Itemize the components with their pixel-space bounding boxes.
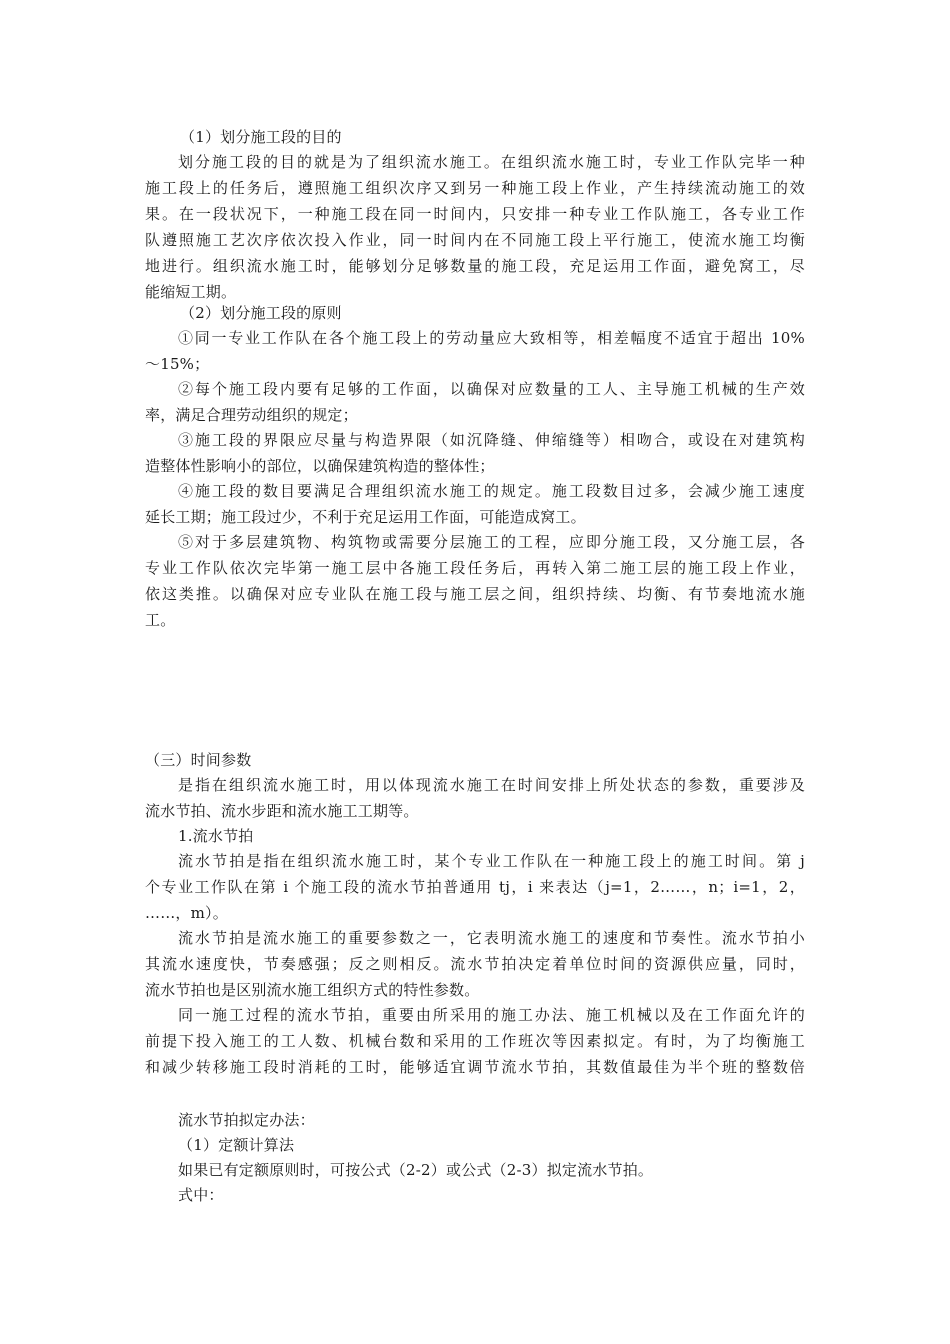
principle-item-4-cont: 延长工期；施工段过少，不利于充足运用工作面，可能造成窝工。 — [145, 508, 586, 526]
principle-item-3: ③施工段的界限应尽量与构造界限（如沉降缝、伸缩缝等）相吻合，或设在对建筑构 — [178, 431, 805, 449]
principle-item-1: ①同一专业工作队在各个施工段上的劳动量应大致相等，相差幅度不适宜于超出 10% — [178, 329, 805, 347]
paragraph-line: 施工段上的任务后，遵照施工组织次序又到另一种施工段上作业，产生持续流动施工的效 — [145, 179, 805, 197]
section-heading-purpose: （1）划分施工段的目的 — [180, 128, 342, 146]
paragraph-line: 队遵照施工艺次序依次投入作业，同一时间内在不同施工段上平行施工，使流水施工均衡 — [145, 231, 805, 249]
method-quota-heading: （1）定额计算法 — [178, 1136, 295, 1154]
section-heading-time-params: （三）时间参数 — [145, 751, 252, 769]
where-label: 式中： — [178, 1186, 224, 1204]
paragraph-line: 能缩短工期。 — [145, 283, 237, 301]
section-heading-principles: （2）划分施工段的原则 — [180, 304, 342, 322]
principle-item-1-cont: ～15%； — [145, 355, 210, 373]
principle-item-4: ④施工段的数目要满足合理组织流水施工的规定。施工段数目过多，会减少施工速度 — [178, 482, 805, 500]
paragraph-line: 流水节拍是流水施工的重要参数之一，它表明流水施工的速度和节奏性。流水节拍小 — [178, 929, 805, 947]
method-heading: 流水节拍拟定办法： — [178, 1111, 315, 1129]
paragraph-line: 是指在组织流水施工时，用以体现流水施工在时间安排上所处状态的参数，重要涉及 — [178, 776, 805, 794]
paragraph-line: 果。在一段状况下，一种施工段在同一时间内，只安排一种专业工作队施工，各专业工作 — [145, 205, 805, 223]
principle-item-5-cont: 依这类推。以确保对应专业队在施工段与施工层之间，组织持续、均衡、有节奏地流水施 — [145, 585, 805, 603]
paragraph-line: 同一施工过程的流水节拍，重要由所采用的施工办法、施工机械以及在工作面允许的 — [178, 1006, 805, 1024]
principle-item-3-cont: 造整体性影响小的部位，以确保建筑构造的整体性； — [145, 457, 495, 475]
principle-item-5: ⑤对于多层建筑物、构筑物或需要分层施工的工程，应即分施工段，又分施工层，各 — [178, 533, 805, 551]
principle-item-2-cont: 率，满足合理劳动组织的规定； — [145, 406, 358, 424]
paragraph-line: 前提下投入施工的工人数、机械台数和采用的工作班次等因素拟定。有时，为了均衡施工 — [145, 1032, 805, 1050]
subsection-heading-beat: 1.流水节拍 — [178, 827, 254, 845]
principle-item-5-cont: 工。 — [145, 611, 176, 629]
paragraph-line: 流水节拍、流水步距和流水施工工期等。 — [145, 802, 419, 820]
method-quota-text: 如果已有定额原则时，可按公式（2-2）或公式（2-3）拟定流水节拍。 — [178, 1161, 654, 1179]
paragraph-line: 其流水速度快，节奏感强；反之则相反。流水节拍决定着单位时间的资源供应量，同时， — [145, 955, 805, 973]
principle-item-5-cont: 专业工作队依次完毕第一施工层中各施工段任务后，再转入第二施工层的施工段上作业， — [145, 559, 805, 577]
paragraph-line: 和减少转移施工段时消耗的工时，能够适宜调节流水节拍，其数值最佳为半个班的整数倍 — [145, 1058, 805, 1076]
principle-item-2: ②每个施工段内要有足够的工作面，以确保对应数量的工人、主导施工机械的生产效 — [178, 380, 805, 398]
paragraph-line: 流水节拍是指在组织流水施工时，某个专业工作队在一种施工段上的施工时间。第 j — [178, 852, 805, 870]
paragraph-line: 地进行。组织流水施工时，能够划分足够数量的施工段，充足运用工作面，避免窝工，尽 — [145, 257, 805, 275]
paragraph-line: ……，m）。 — [145, 904, 228, 922]
paragraph-line: 个专业工作队在第 i 个施工段的流水节拍普通用 tj，i 来表达（j=1，2……，n；i=1，2， — [145, 878, 805, 896]
paragraph-line: 流水节拍也是区别流水施工组织方式的特性参数。 — [145, 981, 480, 999]
paragraph-line: 划分施工段的目的就是为了组织流水施工。在组织流水施工时，专业工作队完毕一种 — [178, 153, 805, 171]
